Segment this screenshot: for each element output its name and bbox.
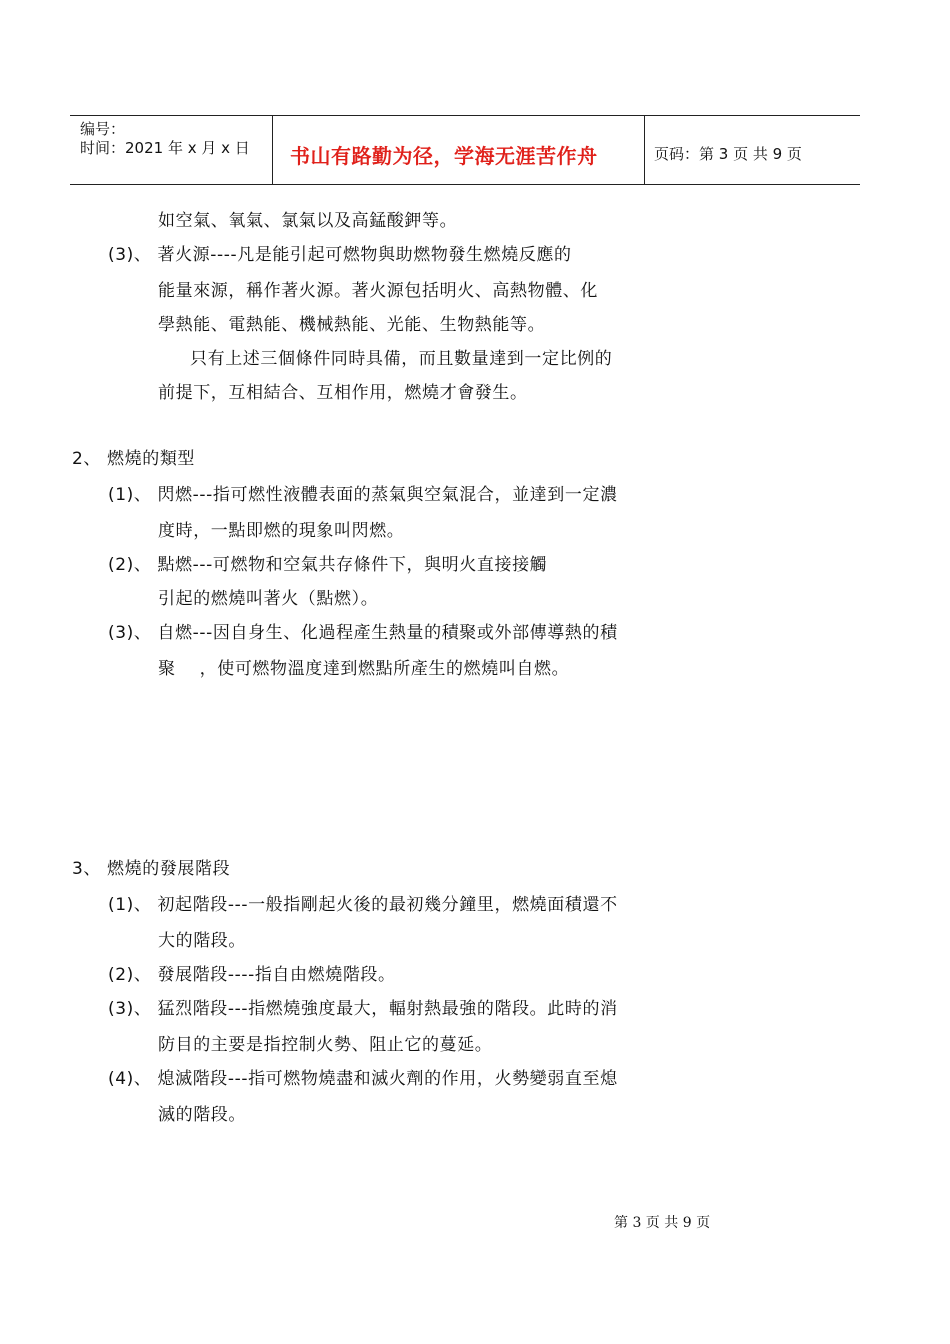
- time-label: 时间：2021 年 x 月 x 日: [80, 139, 250, 157]
- header-divider-left: [272, 116, 273, 184]
- text-line: 引起的燃燒叫著火（點燃）。: [158, 589, 379, 609]
- header-divider-right: [644, 116, 645, 184]
- section-heading: 2、 燃燒的類型: [72, 449, 196, 469]
- list-item: (2)、 發展階段----指自由燃燒階段。: [108, 965, 396, 985]
- header-page-info: 页码：第 3 页 共 9 页: [654, 145, 802, 163]
- text-line: 如空氣、氧氣、氯氣以及高錳酸鉀等。: [158, 211, 458, 231]
- text-line: 聚 ，使可燃物溫度達到燃點所產生的燃燒叫自燃。: [158, 659, 570, 679]
- paragraph-line: 只有上述三個條件同時具備，而且數量達到一定比例的: [190, 349, 613, 369]
- list-item: (1)、 閃燃---指可燃性液體表面的蒸氣與空氣混合，並達到一定濃: [108, 485, 618, 505]
- text-line: 度時，一點即燃的現象叫閃燃。: [158, 521, 405, 541]
- list-item: (2)、 點燃---可燃物和空氣共存條件下，與明火直接接觸: [108, 555, 548, 575]
- text-line: 前提下，互相結合、互相作用，燃燒才會發生。: [158, 383, 528, 403]
- header-motto: 书山有路勤为径，学海无涯苦作舟: [290, 144, 598, 168]
- text-line: 防目的主要是指控制火勢、阻止它的蔓延。: [158, 1035, 493, 1055]
- section-heading: 3、 燃燒的發展階段: [72, 859, 231, 879]
- serial-number-label: 编号：: [80, 120, 126, 138]
- text-line: 學熱能、電熱能、機械熱能、光能、生物熱能等。: [158, 315, 546, 335]
- list-item: (3)、 著火源----凡是能引起可燃物與助燃物發生燃燒反應的: [108, 245, 572, 265]
- header-meta: [80, 120, 250, 158]
- list-item: (3)、 自燃---因自身生、化過程產生熱量的積聚或外部傳導熱的積: [108, 623, 618, 643]
- text-line: 能量來源，稱作著火源。著火源包括明火、高熱物體、化: [158, 281, 598, 301]
- list-item: (4)、 熄滅階段---指可燃物燒盡和滅火劑的作用，火勢變弱直至熄: [108, 1069, 618, 1089]
- list-item: (3)、 猛烈階段---指燃燒強度最大，輻射熱最強的階段。此時的消: [108, 999, 618, 1019]
- page-footer: 第 3 页 共 9 页: [614, 1215, 711, 1231]
- page-header: [70, 115, 860, 185]
- list-item: (1)、 初起階段---一般指剛起火後的最初幾分鐘里，燃燒面積還不: [108, 895, 618, 915]
- text-line: 滅的階段。: [158, 1105, 246, 1125]
- text-line: 大的階段。: [158, 931, 246, 951]
